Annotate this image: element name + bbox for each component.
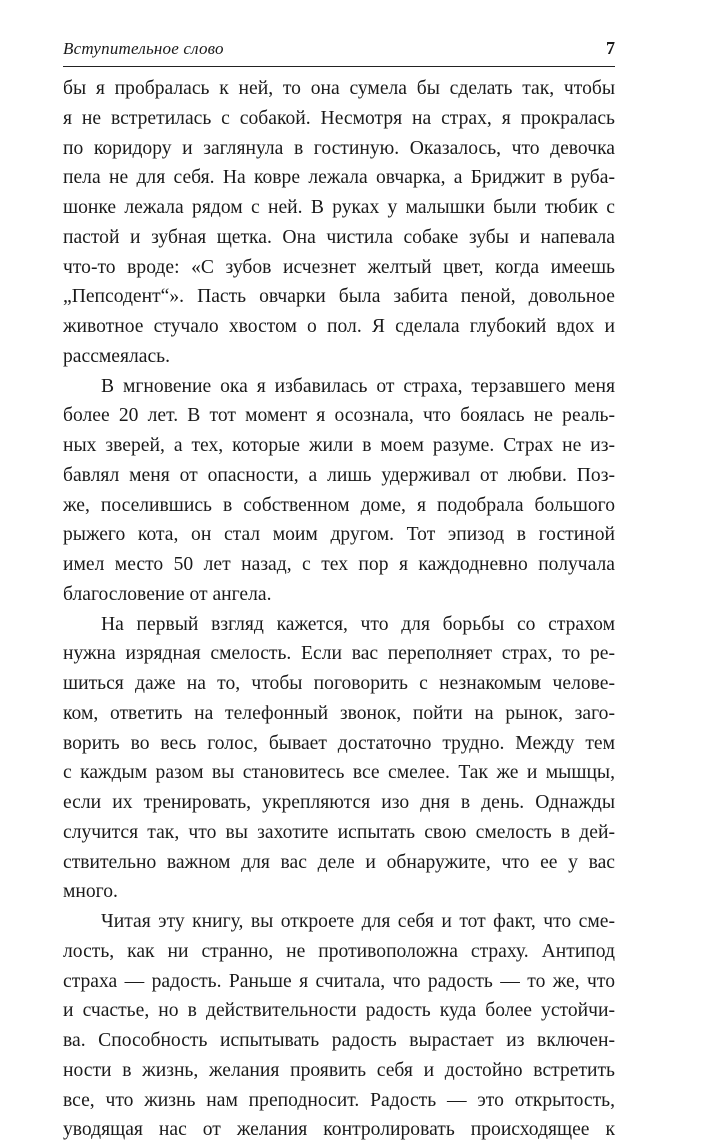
text-line: по коридору и заглянула в гостиную. Оказалось, что девочка	[63, 137, 615, 159]
text-line: ствительно важном для вас деле и обнаружите, что ее у вас	[63, 851, 615, 873]
text-line: рыжего кота, он стал моим другом. Тот эпизод в гостиной	[63, 524, 615, 546]
running-title: Вступительное слово	[63, 39, 224, 58]
text-line: и счастье, но в действительности радость куда более устойчи-	[63, 1000, 615, 1022]
text-line: лость, как ни странно, не противоположна страху. Антипод	[63, 940, 615, 962]
text-line: ности в жизнь, желания проявить себя и достойно встретить	[63, 1059, 615, 1081]
text-line: страха — радость. Раньше я считала, что радость — то же, что	[63, 970, 615, 992]
text-line: благословение от ангела.	[63, 583, 272, 605]
text-line: животное стучало хвостом о пол. Я сделала глубокий вдох и	[63, 316, 615, 337]
text-line: рассмеялась.	[63, 345, 171, 367]
text-line: бавлял меня от опасности, а лишь удерживал от любви. Поз-	[63, 464, 615, 486]
text-line: все, что жизнь нам преподносит. Радость — это открытость,	[63, 1089, 615, 1111]
body-text	[63, 74, 615, 1145]
text-line: пастой и зубная щетка. Она чистила собаке зубы и напевала	[63, 226, 615, 248]
text-line: „Пепсодент“». Пасть овчарки была забита пеной, довольное	[63, 286, 615, 308]
text-line: случится так, что вы захотите испытать свою смелость в дей-	[63, 821, 615, 843]
page-number: 7	[606, 38, 615, 58]
text-line: бы я пробралась к ней, то она сумела бы сделать так, чтобы	[63, 78, 615, 99]
text-line: пела не для себя. На ковре лежала овчарка, а Бриджит в руба-	[63, 167, 615, 189]
text-line: ком, ответить на телефонный звонок, пойти на рынок, заго-	[63, 702, 615, 724]
text-line: много.	[63, 881, 118, 903]
text-line: уводящая нас от желания контролировать происходящее к	[63, 1119, 615, 1141]
text-line: что-то вроде: «С зубов исчезнет желтый цвет, когда имеешь	[63, 256, 615, 278]
text-line: же, поселившись в собственном доме, я подобрала большого	[63, 494, 615, 516]
running-header	[63, 30, 615, 67]
text-line: шонке лежала рядом с ней. В руках у малышки были тюбик с	[63, 197, 615, 218]
text-line: Читая эту книгу, вы откроете для себя и тот факт, что сме-	[101, 911, 615, 932]
text-line: ворить во весь голос, бывает достаточно трудно. Между тем	[63, 732, 615, 754]
text-line: нужна изрядная смелость. Если вас переполняет страх, то ре-	[63, 643, 615, 665]
text-line: шиться даже на то, чтобы поговорить с незнакомым челове-	[63, 673, 615, 694]
text-line: ных зверей, а тех, которые жили в моем разуме. Страх не из-	[63, 435, 615, 456]
text-line: более 20 лет. В тот момент я осознала, что боялась не реаль-	[63, 405, 615, 427]
text-line: В мгновение ока я избавилась от страха, терзавшего меня	[101, 375, 615, 397]
text-line: имел место 50 лет назад, с тех пор я каждодневно получала	[63, 554, 615, 575]
text-line: если их тренировать, укрепляются изо дня в день. Однажды	[63, 792, 615, 813]
text-line: На первый взгляд кажется, что для борьбы со страхом	[101, 613, 615, 635]
text-line: с каждым разом вы становитесь все смелее. Так же и мышцы,	[63, 762, 615, 784]
text-line: ва. Способность испытывать радость вырастает из включен-	[63, 1030, 615, 1051]
text-line: я не встретилась с собакой. Несмотря на страх, я прокралась	[63, 107, 615, 129]
